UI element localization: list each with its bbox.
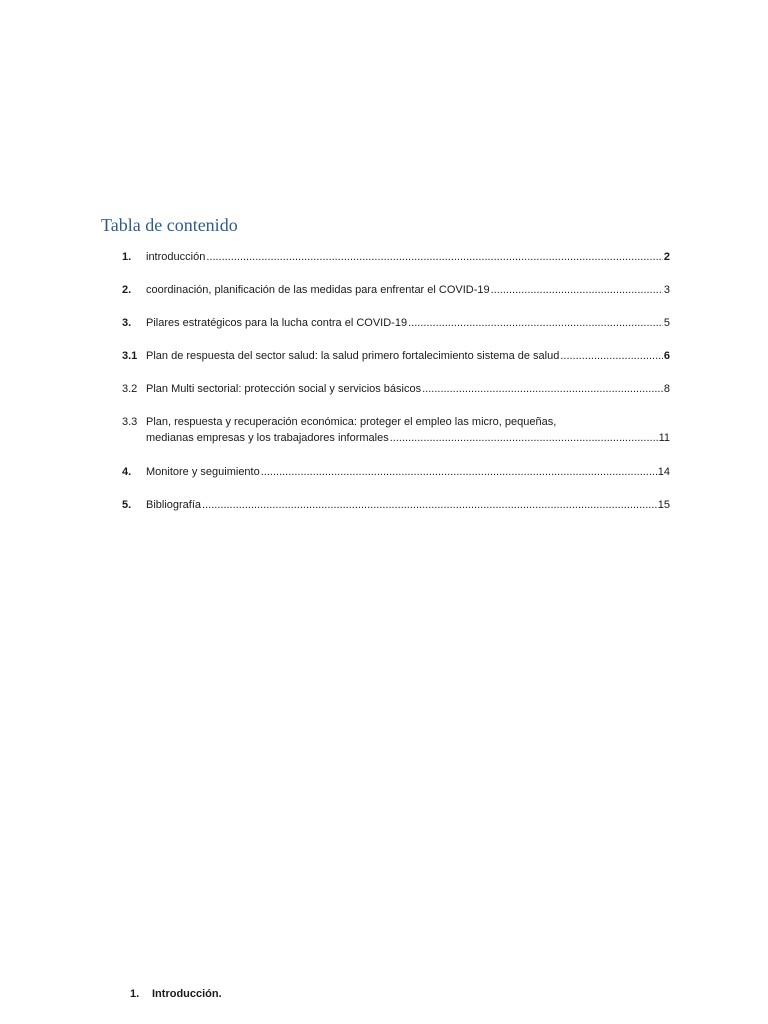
toc-entry-page: 5 (663, 317, 670, 329)
toc-entry-number: 3.3 (122, 416, 138, 428)
toc-entry-text: Plan, respuesta y recuperación económica: proteger el empleo las micro, pequeñas, (146, 416, 557, 428)
section-heading-title: Introducción. (152, 988, 222, 1000)
toc-entry-text: Bibliografía (146, 499, 202, 511)
toc-dot-leader (408, 315, 663, 331)
toc-dot-leader (422, 381, 663, 397)
toc-entry-page: 8 (663, 383, 670, 395)
section-heading-introduccion (130, 988, 222, 1000)
toc-entry-3[interactable] (122, 315, 670, 331)
toc-entry-page: 14 (657, 466, 670, 478)
toc-entry-number: 5. (122, 499, 132, 511)
toc-dot-leader (390, 430, 658, 446)
toc-entry-page: 2 (663, 251, 670, 263)
toc-entry-page: 3 (663, 284, 670, 296)
toc-entry-number: 2. (122, 284, 132, 296)
toc-entry-3-1[interactable] (122, 348, 670, 364)
toc-title: Tabla de contenido (101, 215, 238, 235)
toc-entry-number: 4. (122, 466, 132, 478)
toc-entry-3-3[interactable] (122, 414, 670, 446)
toc-dot-leader (491, 282, 663, 298)
toc-entry-3-2[interactable] (122, 381, 670, 397)
toc-dot-leader (560, 348, 663, 364)
toc-entry-1[interactable] (122, 249, 670, 265)
toc-entry-text: coordinación, planificación de las medidas para enfrentar el COVID-19 (146, 284, 490, 296)
toc-entry-page: 15 (657, 499, 670, 511)
toc-entry-number: 3. (122, 317, 132, 329)
toc-entry-text-continued: medianas empresas y los trabajadores informales (146, 432, 389, 444)
toc-dot-leader (202, 497, 657, 513)
toc-entry-2[interactable] (122, 282, 670, 298)
toc-entry-4[interactable] (122, 464, 670, 480)
toc-entry-text: Plan Multi sectorial: protección social y servicios básicos (146, 383, 422, 395)
toc-entry-5[interactable] (122, 497, 670, 513)
toc-dot-leader (261, 464, 657, 480)
toc-entry-text: introducción (146, 251, 206, 263)
toc-entry-number: 3.1 (122, 350, 138, 362)
toc-entry-page: 11 (658, 432, 670, 444)
toc-entry-text: Plan de respuesta del sector salud: la salud primero fortalecimiento sistema de salud (146, 350, 560, 362)
toc-entry-number: 1. (122, 251, 132, 263)
toc-entry-page: 6 (663, 350, 670, 362)
toc-entry-text: Monitore y seguimiento (146, 466, 260, 478)
toc-dot-leader (206, 249, 663, 265)
toc-entry-text: Pilares estratégicos para la lucha contra el COVID-19 (146, 317, 408, 329)
toc-entry-number: 3.2 (122, 383, 138, 395)
section-heading-number: 1. (130, 988, 140, 1000)
